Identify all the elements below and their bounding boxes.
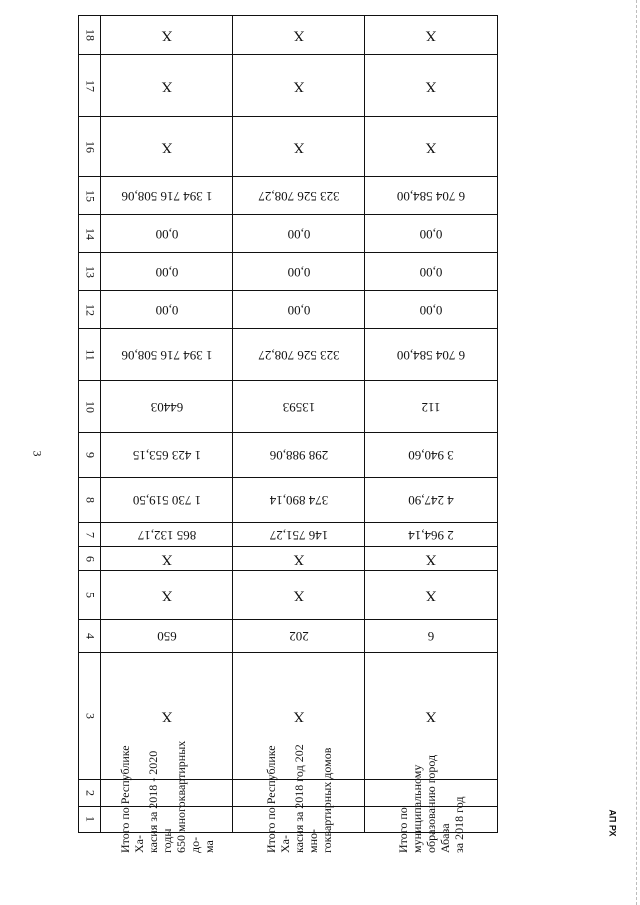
column-number: 15 xyxy=(83,189,97,202)
table-cell xyxy=(365,55,497,117)
column-header-17 xyxy=(79,55,101,117)
column-number: 2 xyxy=(83,789,97,796)
cross-mark: X xyxy=(425,139,437,155)
cell-value: 0,00 xyxy=(287,226,310,242)
cell-value: 64403 xyxy=(150,399,183,415)
column-header-16 xyxy=(79,117,101,177)
cross-mark: X xyxy=(293,78,304,94)
table-cell xyxy=(365,253,497,291)
cell-value: 0,00 xyxy=(419,264,443,280)
column-number: 11 xyxy=(83,348,97,361)
table-cell xyxy=(365,329,497,381)
row-label-line: касия за 2018 - 2020 годы xyxy=(145,750,174,853)
cell-value: 1 730 519,50 xyxy=(132,493,201,508)
cross-mark: X xyxy=(161,587,172,604)
table-cell xyxy=(365,620,497,653)
table-cell xyxy=(365,547,497,571)
row-label-line: гоквартирных домов xyxy=(319,747,334,853)
column-header-6 xyxy=(79,547,101,571)
column-header-4 xyxy=(79,620,101,653)
column-header-13 xyxy=(79,253,101,291)
table-cell xyxy=(233,807,365,833)
cell-value: 6 704 584,00 xyxy=(396,188,466,204)
table-cell xyxy=(101,329,233,381)
table-cell xyxy=(233,620,365,653)
cell-value: 13593 xyxy=(282,399,315,415)
table-cell xyxy=(233,55,365,117)
page-edge-line xyxy=(636,0,637,905)
data-table xyxy=(78,15,498,853)
table-cell xyxy=(101,381,233,433)
cell-value: 1 394 716 508,06 xyxy=(121,347,212,363)
cross-mark: X xyxy=(293,587,304,604)
page-number: 3 xyxy=(30,450,45,457)
cross-mark: X xyxy=(161,708,172,725)
cell-value: 0,00 xyxy=(287,264,310,280)
table-cell xyxy=(101,291,233,329)
cell-value: 323 526 708,27 xyxy=(257,347,340,363)
row-label-line: ма xyxy=(201,839,216,853)
cross-mark: X xyxy=(161,551,172,567)
column-header-5 xyxy=(79,571,101,620)
cell-value: 6 704 584,00 xyxy=(396,347,466,363)
table-cell xyxy=(233,16,365,55)
cell-value: 112 xyxy=(421,399,441,415)
cross-mark: X xyxy=(293,708,304,725)
table-cell xyxy=(365,117,497,177)
row-label-line: за 2018 год xyxy=(452,796,466,853)
cross-mark: X xyxy=(293,551,304,567)
column-number: 8 xyxy=(83,497,97,503)
column-header-1 xyxy=(79,807,101,833)
cell-value: 4 247,90 xyxy=(408,493,454,508)
table-cell xyxy=(233,523,365,547)
column-header-3 xyxy=(79,653,101,780)
cell-value: 298 988,06 xyxy=(269,448,328,463)
table-cell xyxy=(233,215,365,253)
table-cell xyxy=(233,291,365,329)
cell-value: 202 xyxy=(288,629,309,644)
cell-value: 6 xyxy=(427,629,435,644)
table-cell xyxy=(233,253,365,291)
table-cell xyxy=(101,523,233,547)
table-cell xyxy=(233,329,365,381)
column-header-12 xyxy=(79,291,101,329)
column-number: 12 xyxy=(83,303,97,316)
table-cell xyxy=(101,117,233,177)
column-header-7 xyxy=(79,523,101,547)
row-label-line: Итого по Республике Ха- xyxy=(263,745,292,853)
table-cell xyxy=(101,807,233,833)
cell-value: 0,00 xyxy=(155,226,178,242)
table-cell xyxy=(101,16,233,55)
table-cell xyxy=(365,433,497,478)
cell-value: 3 940,60 xyxy=(408,448,454,463)
row-label xyxy=(118,733,216,853)
table-cell xyxy=(365,177,497,215)
table-cell xyxy=(233,478,365,523)
column-header-10 xyxy=(79,381,101,433)
column-number: 4 xyxy=(83,633,97,639)
table-cell xyxy=(365,571,497,620)
column-number: 7 xyxy=(83,531,97,538)
cell-value: 1 423 653,15 xyxy=(132,448,201,463)
row-label-line: образованию город Абаза xyxy=(424,754,452,853)
cross-mark: X xyxy=(161,27,172,44)
cell-value: 865 132,17 xyxy=(137,527,196,543)
cell-value: 146 751,27 xyxy=(269,527,328,543)
table-cell xyxy=(233,381,365,433)
cross-mark: X xyxy=(425,708,437,725)
table-cell xyxy=(365,16,497,55)
cell-value: 2 964,14 xyxy=(408,527,454,543)
column-number: 1 xyxy=(83,816,97,823)
cell-value: 0,00 xyxy=(419,226,443,242)
cross-mark: X xyxy=(425,587,437,604)
table-cell xyxy=(365,807,497,833)
table-cell xyxy=(101,571,233,620)
table-cell xyxy=(233,744,365,853)
table-cell xyxy=(101,547,233,571)
cell-value: 0,00 xyxy=(419,302,443,318)
cell-value: 0,00 xyxy=(155,302,178,318)
row-label-line: Итого по муниципальному xyxy=(396,764,424,853)
cross-mark: X xyxy=(293,27,304,44)
cross-mark: X xyxy=(293,139,304,155)
table-cell xyxy=(233,571,365,620)
table-cell xyxy=(365,215,497,253)
column-number: 9 xyxy=(83,452,97,458)
table-cell xyxy=(365,291,497,329)
table-cell xyxy=(101,478,233,523)
cell-value: 0,00 xyxy=(155,264,178,280)
cross-mark: X xyxy=(425,27,437,44)
column-number: 6 xyxy=(83,555,97,562)
table-cell xyxy=(365,478,497,523)
column-header-9 xyxy=(79,433,101,478)
table-cell xyxy=(233,433,365,478)
cell-value: 0,00 xyxy=(287,302,310,318)
cell-value: 1 394 716 508,06 xyxy=(121,188,212,204)
table-cell xyxy=(101,253,233,291)
cross-mark: X xyxy=(161,78,172,94)
table-cell xyxy=(101,55,233,117)
table-cell xyxy=(233,177,365,215)
column-header-15 xyxy=(79,177,101,215)
column-header-8 xyxy=(79,478,101,523)
row-label-line: касия за 2018 год 202 мно- xyxy=(291,744,320,853)
cross-mark: X xyxy=(425,551,437,567)
table-cell xyxy=(101,433,233,478)
table-cell xyxy=(101,740,233,853)
column-header-18 xyxy=(79,16,101,55)
table-cell xyxy=(365,754,497,853)
table-cell xyxy=(365,523,497,547)
row-label xyxy=(264,733,334,853)
row-label-line: Итого по Республике Ха- xyxy=(117,745,146,853)
footer-mark: АП РХ xyxy=(607,809,618,837)
row-label-line: 650 многоквартирных до- xyxy=(173,740,202,853)
cross-mark: X xyxy=(161,139,172,155)
column-number: 13 xyxy=(83,265,97,278)
column-number: 10 xyxy=(83,400,97,413)
table-cell xyxy=(365,381,497,433)
table-cell xyxy=(101,177,233,215)
cell-value: 650 xyxy=(156,629,177,644)
cell-value: 374 890,14 xyxy=(269,493,328,508)
column-number: 16 xyxy=(83,140,97,153)
column-number: 17 xyxy=(83,79,97,92)
table-cell xyxy=(101,620,233,653)
table-cell xyxy=(233,547,365,571)
column-number: 5 xyxy=(83,592,97,598)
column-header-14 xyxy=(79,215,101,253)
cross-mark: X xyxy=(425,78,437,94)
table-cell xyxy=(101,215,233,253)
column-number: 14 xyxy=(83,227,97,240)
column-header-11 xyxy=(79,329,101,381)
column-number: 3 xyxy=(83,713,97,719)
column-header-2 xyxy=(79,780,101,807)
column-number: 18 xyxy=(83,29,97,41)
cell-value: 323 526 708,27 xyxy=(257,188,340,204)
row-label xyxy=(396,733,466,853)
table-cell xyxy=(233,117,365,177)
